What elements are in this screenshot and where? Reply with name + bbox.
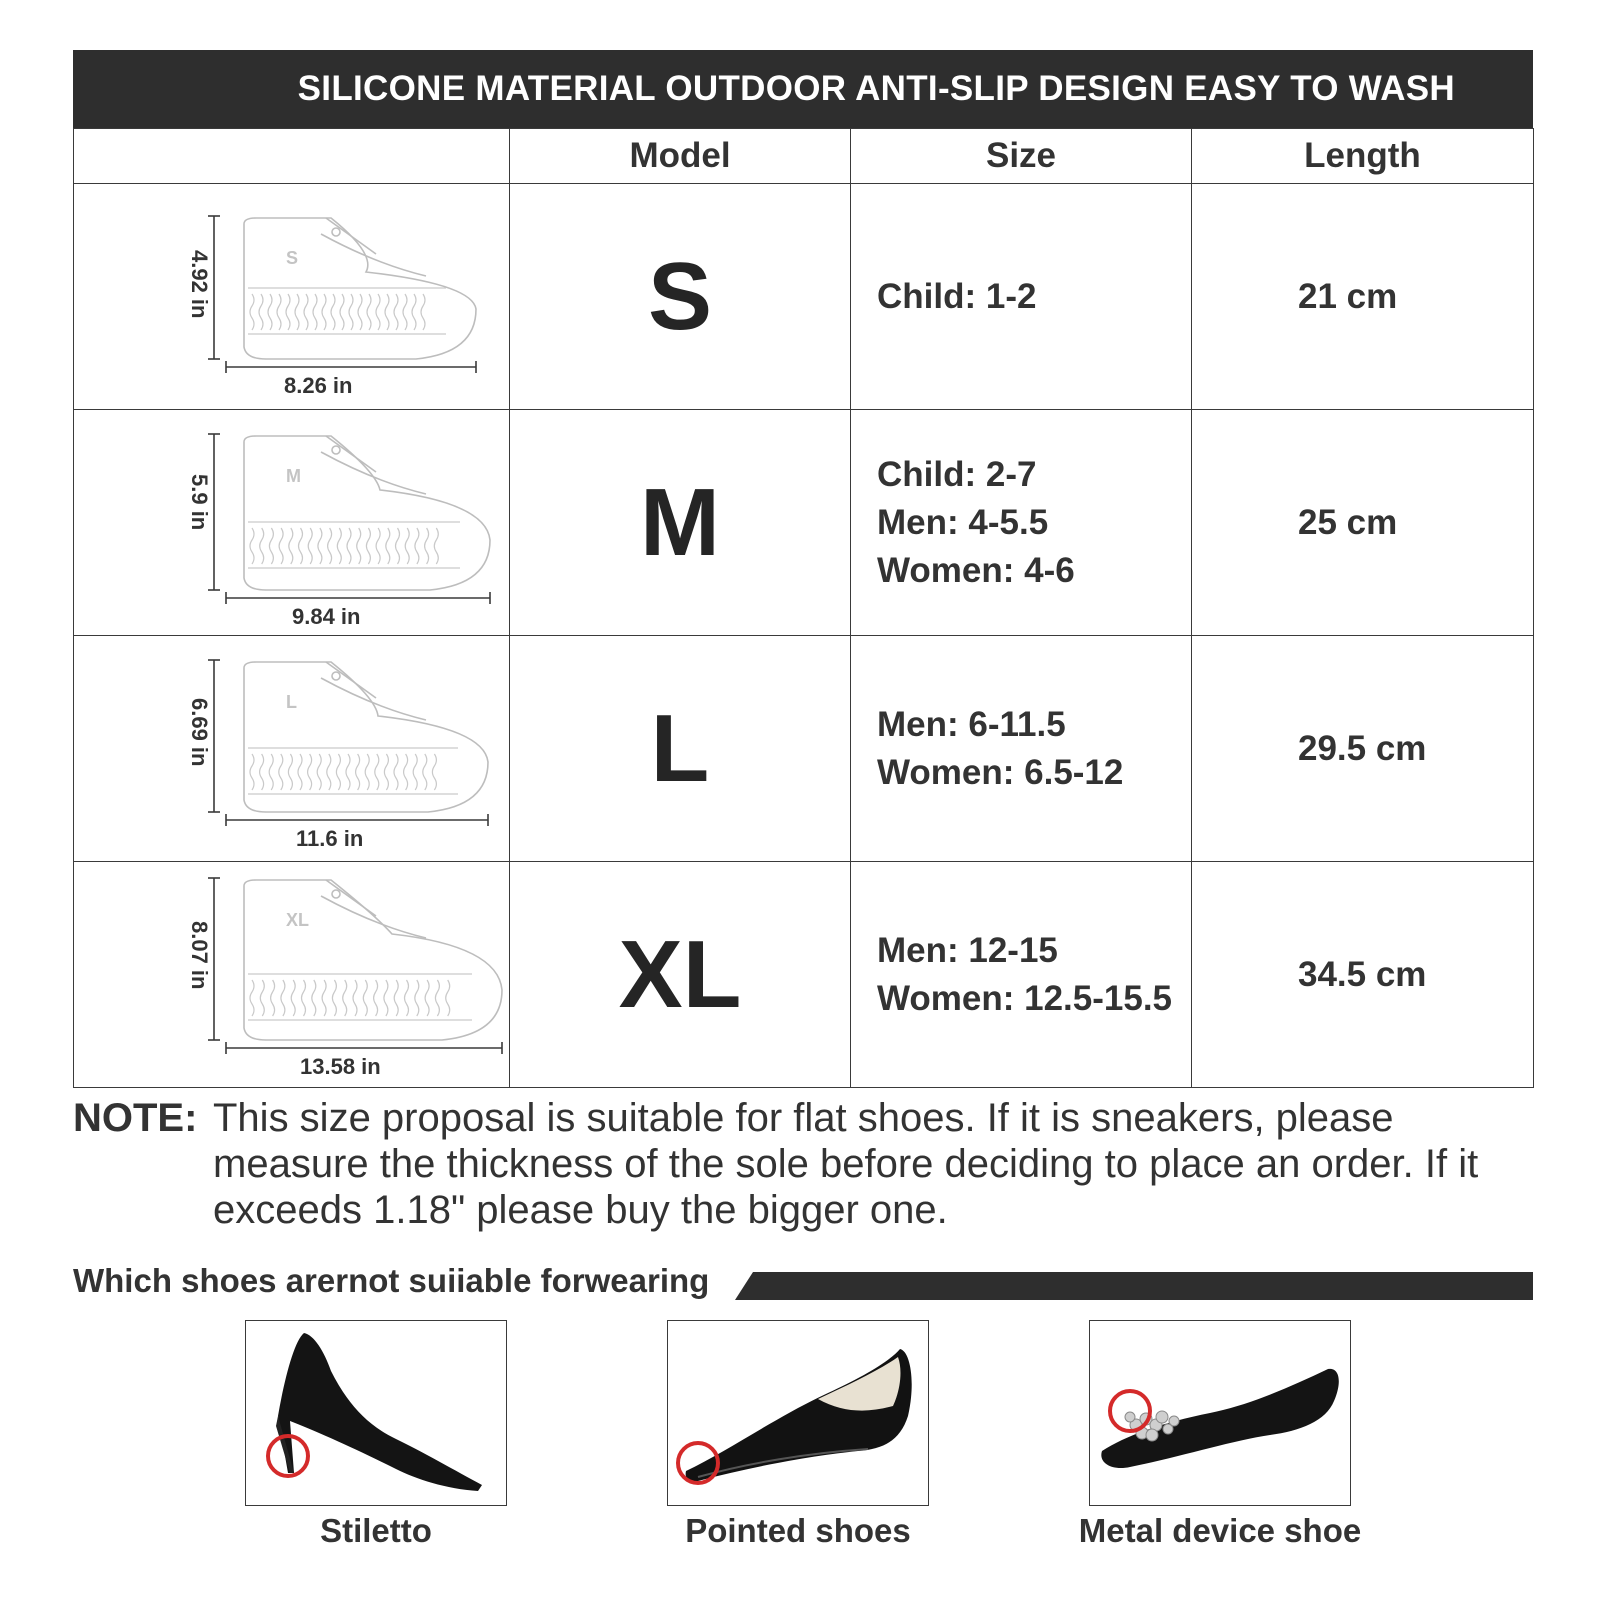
size-cell [851,862,1192,1088]
height-dimension-label: 4.92 in [187,249,212,318]
shoe-diagram-cell [74,184,510,410]
size-cell [851,184,1192,410]
shoe-size-letter: XL [286,910,310,930]
stiletto-label: Stiletto [320,1512,432,1549]
metal-device-shoe-label: Metal device shoe [1078,1512,1362,1549]
unsuitable-shoes-title: Which shoes arernot suiiable forwearing [73,1262,710,1299]
shoe-cover-outline-icon [74,862,510,1087]
shoe-diagram-cell [74,410,510,636]
length-cell: 25 cm [1192,410,1534,636]
banner-title: SILICONE MATERIAL OUTDOOR ANTI-SLIP DESIGN EASY TO WASH [297,69,1455,108]
length-cell: 21 cm [1192,184,1534,410]
shoe-cover-outline-icon [74,410,510,635]
pointed-shoe-icon [668,1321,929,1506]
pointed-shoes-label: Pointed shoes [685,1512,911,1549]
height-dimension-label: 6.69 in [187,698,212,767]
header-size: Size [851,129,1192,184]
model-cell: XL [510,862,851,1088]
pointed-shoes-card [667,1320,929,1506]
size-chart-table [73,128,1534,1088]
height-dimension-label: 8.07 in [187,921,212,990]
size-line: Men: 6-11.5 [877,704,1066,744]
table-header-row [74,129,1534,184]
shoe-diagram-cell [74,636,510,862]
shoe-cover-outline-icon [74,636,510,861]
header-image [74,129,510,184]
table-row [74,184,1534,410]
size-line: Men: 12-15 [877,930,1058,970]
note-text: This size proposal is suitable for flat shoes. If it is sneakers, please measure the thickness of the sole before deciding to place an order. If it exceeds 1.18" please buy the bigger one. [213,1096,1479,1232]
length-cell: 29.5 cm [1192,636,1534,862]
table-row [74,862,1534,1088]
stiletto-card [245,1320,507,1506]
table-row [74,410,1534,636]
metal-device-shoe-icon [1090,1321,1351,1506]
header-model: Model [510,129,851,184]
shoe-diagram [74,862,510,1087]
shoe-size-letter: S [286,248,299,268]
header-length: Length [1192,129,1534,184]
size-line: Women: 6.5-12 [877,752,1124,792]
length-cell: 34.5 cm [1192,862,1534,1088]
shoe-size-letter: L [286,692,297,712]
height-dimension-label: 5.9 in [187,474,212,531]
size-line: Men: 4-5.5 [877,502,1049,542]
model-cell: S [510,184,851,410]
model-cell: L [510,636,851,862]
note-label: NOTE: [73,1096,198,1140]
table-row [74,636,1534,862]
stiletto-shoe-icon [246,1321,507,1506]
size-line: Child: 2-7 [877,454,1037,494]
size-line: Women: 4-6 [877,550,1075,590]
shoe-diagram-cell [74,862,510,1088]
title-banner [73,50,1533,128]
shoe-size-letter: M [286,466,301,486]
size-line: Child: 1-2 [877,276,1037,316]
width-dimension-label: 8.26 in [284,373,353,398]
section-divider-bar [735,1272,1533,1300]
width-dimension-label: 9.84 in [292,604,361,629]
size-cell [851,636,1192,862]
model-cell: M [510,410,851,636]
shoe-diagram [74,410,510,635]
width-dimension-label: 13.58 in [300,1054,381,1079]
width-dimension-label: 11.6 in [296,826,364,851]
size-cell [851,410,1192,636]
metal-device-shoe-card [1089,1320,1351,1506]
shoe-diagram [74,636,510,861]
size-line: Women: 12.5-15.5 [877,978,1173,1018]
shoe-diagram [74,184,510,409]
